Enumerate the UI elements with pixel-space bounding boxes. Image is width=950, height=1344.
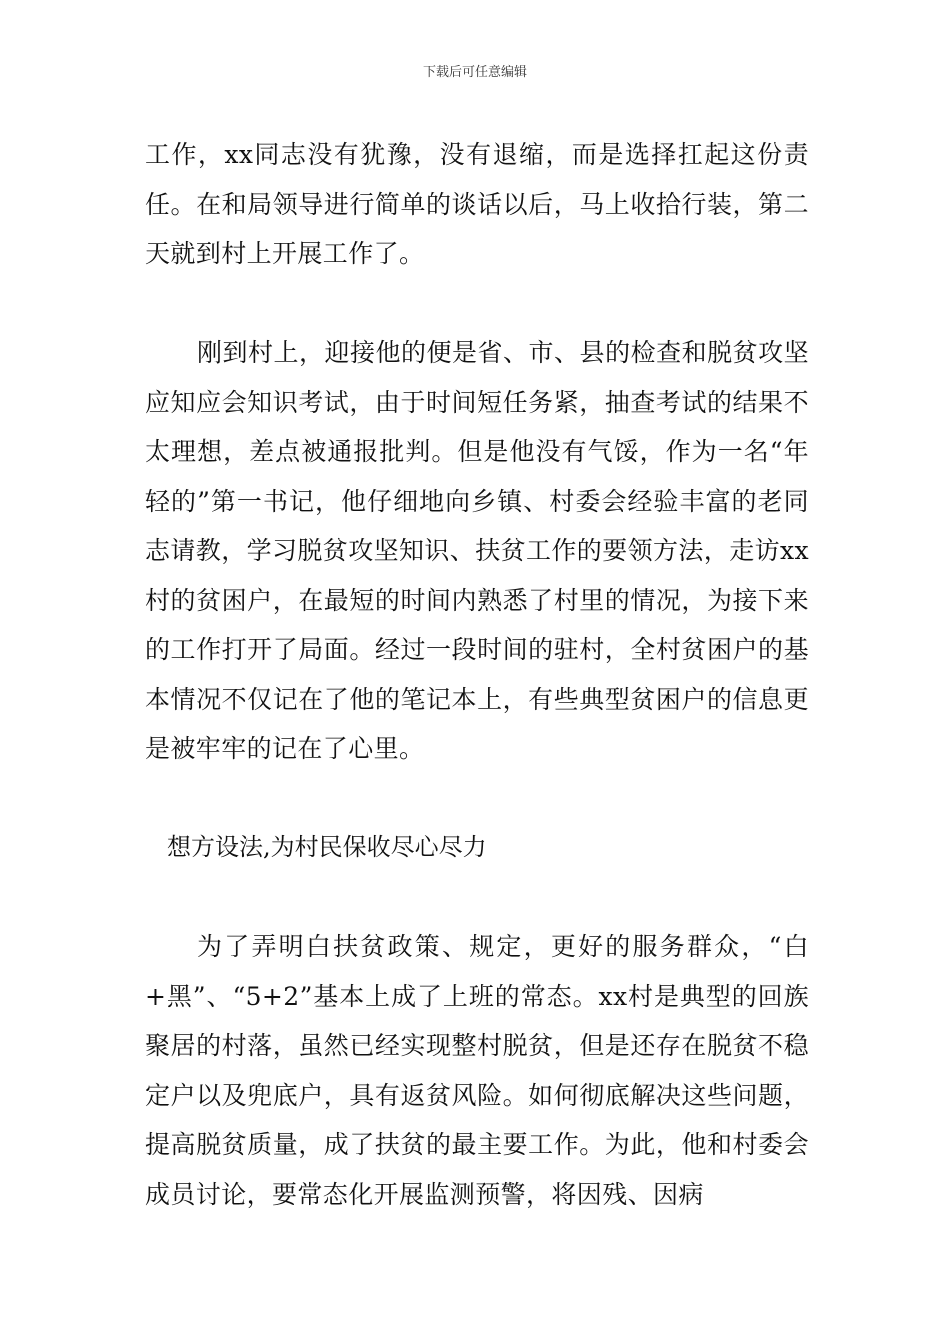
paragraph-1: 工作，xx同志没有犹豫，没有退缩，而是选择扛起这份责任。在和局领导进行简单的谈话以后，马上收拾行装，第二天就到村上开展工作了。 — [145, 140, 809, 268]
section-heading: 想方设法,为村民保收尽心尽力 — [167, 833, 487, 861]
document-body — [145, 130, 809, 1219]
paragraph-2: 刚到村上，迎接他的便是省、市、县的检查和脱贫攻坚应知应会知识考试，由于时间短任务紧，抽查考试的结果不太理想，差点被通报批判。但是他没有气馁，作为一名“年轻的”第一书记，他仔细地向乡镇、村委会经验丰富的老同志请教，学习脱贫攻坚知识、扶贫工作的要领方法，走访xx村的贫困户，在最短的时间内熟悉了村里的情况，为接下来的工作打开了局面。经过一段时间的驻村，全村贫困户的基本情况不仅记在了他的笔记本上，有些典型贫困户的信息更是被牢牢的记在了心里。 — [145, 338, 810, 763]
paragraph-gap — [145, 279, 809, 329]
paragraph-gap — [145, 873, 809, 923]
paragraph-gap — [145, 774, 809, 824]
page-header-note: 下载后可任意编辑 — [422, 65, 527, 80]
paragraph-3: 为了弄明白扶贫政策、规定，更好的服务群众，“白+黑”、“5+2”基本上成了上班的常态。xx村是典型的回族聚居的村落，虽然已经实现整村脱贫，但是还存在脱贫不稳定户以及兜底户，具有返贫风险。如何彻底解决这些问题，提高脱贫质量，成了扶贫的最主要工作。为此，他和村委会成员讨论，要常态化开展监测预警，将因残、因病 — [145, 932, 809, 1209]
